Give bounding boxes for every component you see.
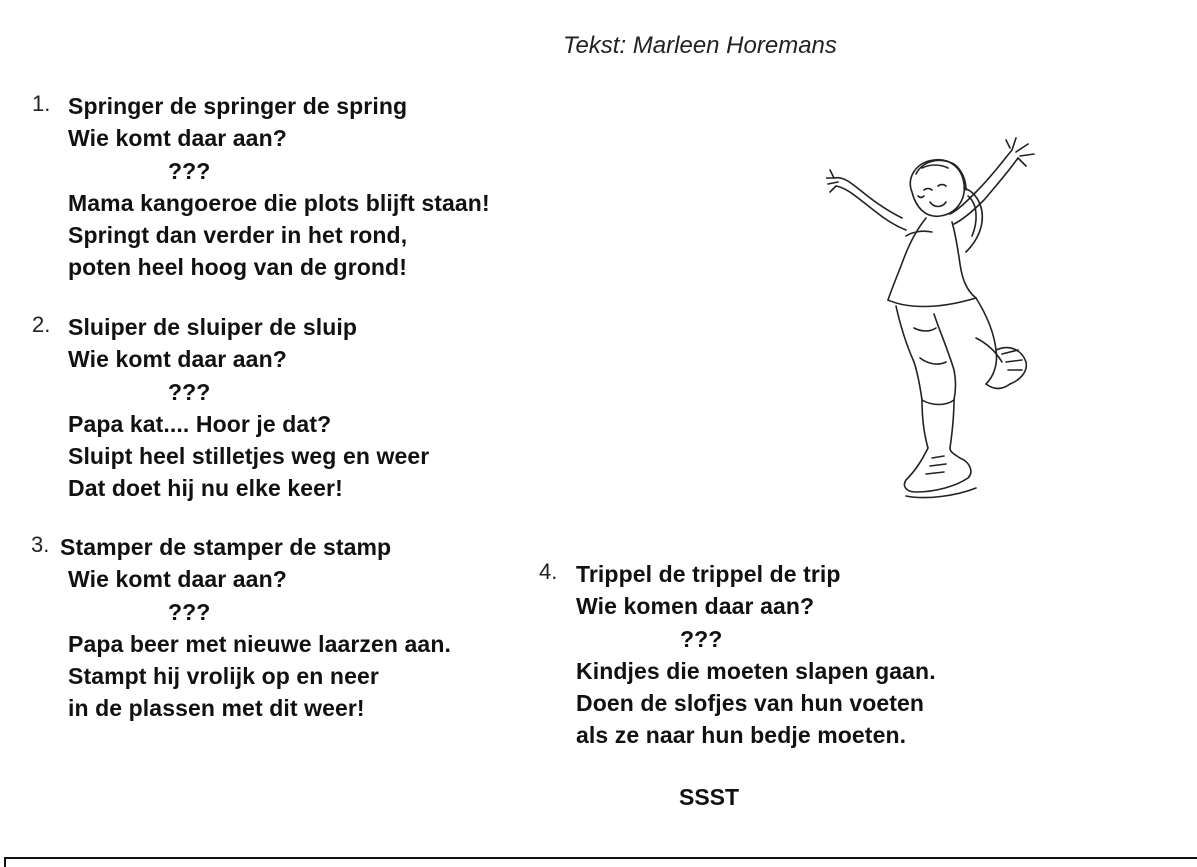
verse-line: als ze naar hun bedje moeten. [576,722,907,749]
verse-line: ??? [680,625,723,652]
verse-line: Sluiper de sluiper de sluip [68,314,357,340]
bottom-border-line [4,857,1197,859]
verse-line: Wie komt daar aan? [68,346,287,373]
verse-2 [32,311,430,505]
verse-line: Wie komen daar aan? [576,593,815,620]
verse-line: Doen de slofjes van hun voeten [576,690,925,717]
verse-line: Kindjes die moeten slapen gaan. [576,657,936,684]
verse-number: 4. [539,559,558,584]
verse-line: Stamper de stamper de stamp [60,534,392,560]
verse-line: Springer de springer de spring [68,93,408,119]
verse-line: ??? [168,378,211,405]
verse-number: 3. [31,532,50,557]
verse-line: Trippel de trippel de trip [576,561,841,587]
verse-number: 1. [32,91,51,116]
verse-line: ??? [168,598,211,625]
verse-line: Papa beer met nieuwe laarzen aan. [68,630,451,657]
bottom-border-corner [4,857,6,867]
verse-4 [539,558,936,752]
verse-3 [31,531,451,725]
verse-line: poten heel hoog van de grond! [68,254,407,281]
verse-1 [32,90,490,284]
verse-line: in de plassen met dit weer! [68,695,365,722]
verse-line: ??? [168,157,211,184]
verse-line: Papa kat.... Hoor je dat? [68,410,332,437]
verse-line: Wie komt daar aan? [68,125,287,152]
verse-line: Springt dan verder in het rond, [68,222,408,249]
verse-line: Wie komt daar aan? [68,566,287,593]
verse-line: Dat doet hij nu elke keer! [68,475,343,502]
author-credit: Tekst: Marleen Horemans [563,32,837,59]
verse-line: Mama kangoeroe die plots blijft staan! [68,189,490,216]
verse-line: Sluipt heel stilletjes weg en weer [68,443,430,470]
ending-text: SSST [679,784,740,810]
verse-line: Stampt hij vrolijk op en neer [68,663,379,690]
jumping-child-drawing-icon [826,118,1046,510]
verse-number: 2. [32,312,51,337]
